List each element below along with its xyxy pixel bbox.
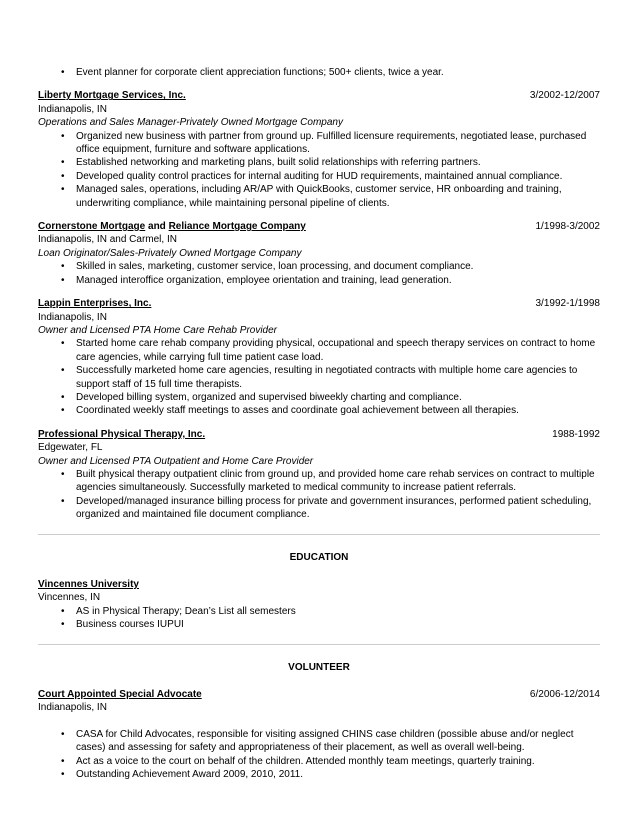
- list-item: • CASA for Child Advocates, responsible for visiting assigned CHINS case children (possible abuse and/or neglect cases) and assessing for safety and appropriateness of their placement, as well as overall well-being.: [38, 728, 600, 755]
- section-title: VOLUNTEER: [288, 661, 350, 673]
- job-role: Owner and Licensed PTA Home Care Rehab Provider: [38, 324, 278, 336]
- school-name: Vincennes University: [38, 579, 139, 590]
- job-liberty-mortgage: [38, 89, 600, 210]
- top-bullet-list: [38, 66, 600, 79]
- list-item: • Managed interoffice organization, employee orientation and training, lead generation.: [38, 274, 600, 287]
- job-header: [38, 220, 600, 233]
- section-title: EDUCATION: [289, 551, 349, 563]
- company-name: Liberty Mortgage Services, Inc.: [38, 90, 186, 102]
- volunteer-section: [38, 661, 600, 782]
- section-divider: [38, 534, 600, 535]
- job-role: Loan Originator/Sales-Privately Owned Mortgage Company: [38, 247, 302, 259]
- job-bullets: [38, 337, 600, 417]
- list-item: • Act as a voice to the court on behalf of the children. Attended monthly team meetings, quarterly training.: [38, 755, 600, 768]
- list-item: • Skilled in sales, marketing, customer service, loan processing, and document compliance.: [38, 260, 600, 273]
- company-name: Lappin Enterprises, Inc.: [38, 298, 152, 310]
- volunteer-dates: 6/2006-12/2014: [529, 689, 600, 701]
- company-name: Cornerstone Mortgage: [38, 221, 146, 233]
- job-location: Edgewater, FL: [38, 442, 103, 454]
- company-join: and: [145, 221, 169, 233]
- job-dates: 1988-1992: [552, 428, 600, 440]
- list-item: • Developed billing system, organized and supervised biweekly charting and compliance.: [38, 391, 600, 404]
- education-section: [38, 551, 600, 632]
- job-header: [38, 89, 600, 102]
- resume-page: [38, 66, 600, 781]
- company-name: Reliance Mortgage Company: [168, 221, 306, 233]
- job-dates: 1/1998-3/2002: [535, 221, 600, 233]
- list-item: • Outstanding Achievement Award 2009, 2010, 2011.: [38, 768, 600, 781]
- list-item: • Developed/managed insurance billing process for private and government insurances, performed patient scheduling, organized and maintained file document compliance.: [38, 495, 600, 522]
- job-bullets: [38, 260, 600, 287]
- list-item: • Managed sales, operations, including AR/AP with QuickBooks, customer service, HR onboarding and training, underwriting compliance, while maintaining personal pipeline of clients.: [38, 183, 600, 210]
- job-cornerstone-reliance: [38, 220, 600, 287]
- org-name: Court Appointed Special Advocate: [38, 689, 202, 701]
- company-name: Professional Physical Therapy, Inc.: [38, 428, 206, 440]
- job-role: Owner and Licensed PTA Outpatient and Home Care Provider: [38, 455, 314, 467]
- job-professional-pt: [38, 428, 600, 522]
- job-header: [38, 428, 600, 441]
- job-location: Indianapolis, IN: [38, 103, 107, 115]
- volunteer-bullets: [38, 728, 600, 782]
- job-role: Operations and Sales Manager-Privately Owned Mortgage Company: [38, 117, 343, 129]
- job-location: Indianapolis, IN and Carmel, IN: [38, 234, 177, 246]
- list-item: • Event planner for corporate client appreciation functions; 500+ clients, twice a year.: [38, 66, 600, 79]
- education-bullets: [38, 605, 600, 632]
- job-dates: 3/1992-1/1998: [535, 298, 600, 310]
- list-item: • Coordinated weekly staff meetings to asses and coordinate goal achievement between all therapies.: [38, 404, 600, 417]
- volunteer-header: [38, 688, 600, 701]
- job-bullets: [38, 130, 600, 210]
- company-names: [38, 220, 306, 233]
- section-divider: [38, 644, 600, 645]
- list-item: • Built physical therapy outpatient clinic from ground up, and provided home care rehab services on contract to multiple agencies simultaneously. Successfully marketed to medical community to increase patient referrals.: [38, 468, 600, 495]
- job-dates: 3/2002-12/2007: [529, 90, 600, 102]
- list-item: • Business courses IUPUI: [38, 618, 600, 631]
- volunteer-location: Indianapolis, IN: [38, 702, 107, 714]
- list-item: • Established networking and marketing plans, built solid relationships with referring partners.: [38, 156, 600, 169]
- job-header: [38, 297, 600, 310]
- job-bullets: [38, 468, 600, 522]
- school-location: Vincennes, IN: [38, 592, 101, 604]
- spacer: [38, 715, 600, 728]
- job-location: Indianapolis, IN: [38, 311, 107, 323]
- job-lappin-enterprises: [38, 297, 600, 418]
- list-item: • AS in Physical Therapy; Dean’s List all semesters: [38, 605, 600, 618]
- list-item: • Developed quality control practices for internal auditing for HUD requirements, maintained annual compliance.: [38, 170, 600, 183]
- list-item: • Started home care rehab company providing physical, occupational and speech therapy services on contract to home care agencies, while carrying full time patient case load.: [38, 337, 600, 364]
- list-item: • Successfully marketed home care agencies, resulting in negotiated contracts with multiple home care agencies to support staff of 15 full time therapists.: [38, 364, 600, 391]
- list-item: • Organized new business with partner from ground up. Fulfilled licensure requirements, negotiated lease, purchased office equipment, furniture and software applications.: [38, 130, 600, 157]
